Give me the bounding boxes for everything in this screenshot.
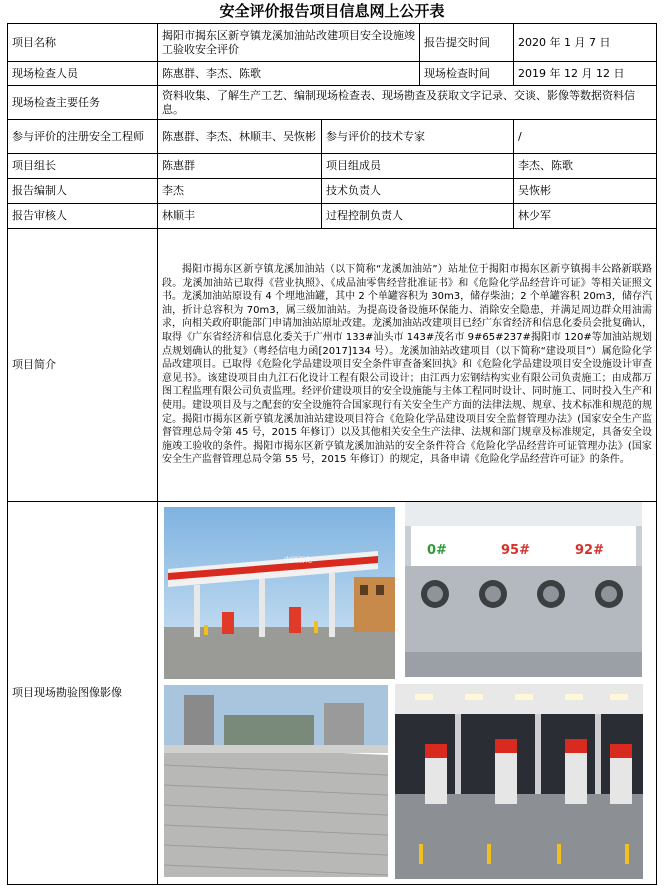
process-lead-value: 林少军 [514, 204, 657, 229]
roof-photo [164, 685, 388, 877]
author-value: 李杰 [158, 179, 322, 204]
author-label: 报告编制人 [8, 179, 158, 204]
pump-label-95: 95# [501, 543, 530, 558]
intro-text: 揭阳市揭东区新亨镇龙溪加油站（以下简称“龙溪加油站”）站址位于揭阳市揭东区新亨镇揭丰公路新联路段。龙溪加油站已取得《营业执照》、《成品油零售经营批准证书》和《危险化学品经营许可证》等相关证照文书。龙溪加油站原设有 4 个埋地油罐，其中 2 个单罐容积为 30m3，储存柴油；2 个单罐容积 20m3，储存汽油，折计总容积为 70m3，属三级加油站。为提高设备设施环保能力、消除安全隐患，并满足周边群众用油需求，向相关政府职能部门申请加油站原址改建。龙溪加油站改建项目已经广东省经济和信息化委员会批复确认，取得《广东省经济和信息化委关于广州市 133#汕头市 143#茂名市 9#65#237#揭阳市 120#等加油站规划点规划确认的批复》（粤经信电力函[2017]134 号）。龙溪加油站改建项目（以下简称“建设项目”）属危险化学品改建项目。已取得《危险化学品建设项目安全条件审查备案回执》和《危险化学品建设项目安全设施设计审查意见书》。该建设项目由九江石化设计工程有限公司设计；由江西力宏钢结构实业有限公司负责施工；由成都万图工程监理有限公司负责监理。经评价建设项目的安全设施能与主体工程同时设计、同时施工、同时投入生产和使用。建设项目及与之配套的安全设施符合国家现行有关安全生产方面的法律法规、规章、技术标准和规范的规定。揭阳市揭东区新亨镇龙溪加油站建设项目符合《危险化学品建设项目安全监督管理办法》(国家安全生产监督管理总局令第 45 号，2015 年修订）以及其他相关安全生产法律、法规和部门规章及标准规定，具备安全设施竣工验收的条件。揭阳市揭东区新亨镇龙溪加油站的安全条件符合《危险化学品经营许可证管理办法》(国家安全生产监督管理总局令第 55 号，2015 年修订）的规定，具备申请《危险化学品经营许可证》的条件。 [158, 229, 657, 502]
table-row [8, 179, 657, 204]
inspectors-label: 现场检查人员 [8, 62, 158, 86]
submit-date-label: 报告提交时间 [420, 24, 514, 62]
engineers-label: 参与评价的注册安全工程师 [8, 120, 158, 154]
table-row [8, 86, 657, 120]
table-row [8, 229, 657, 502]
project-name-label: 项目名称 [8, 24, 158, 62]
photos-cell [158, 502, 657, 885]
tech-lead-value: 吴恢彬 [514, 179, 657, 204]
inspectors-value: 陈惠群、李杰、陈歌 [158, 62, 420, 86]
table-row [8, 204, 657, 229]
tech-lead-label: 技术负责人 [322, 179, 514, 204]
canopy-photo [164, 507, 395, 679]
members-label: 项目组成员 [322, 154, 514, 179]
canopy-sign-text: 中国石化 [284, 556, 312, 564]
engineers-value: 陈惠群、李杰、林顺丰、吴恢彬 [158, 120, 322, 154]
photos-label: 项目现场勘验图像影像 [8, 502, 158, 885]
table-row [8, 120, 657, 154]
night-photo [395, 684, 643, 879]
table-row [8, 154, 657, 179]
table-row [8, 62, 657, 86]
intro-label: 项目简介 [8, 229, 158, 502]
leader-label: 项目组长 [8, 154, 158, 179]
reviewer-label: 报告审核人 [8, 204, 158, 229]
page-title: 安全评价报告项目信息网上公开表 [219, 2, 445, 20]
experts-label: 参与评价的技术专家 [322, 120, 514, 154]
tasks-label: 现场检查主要任务 [8, 86, 158, 120]
pump-label-0: 0# [427, 543, 447, 558]
process-lead-label: 过程控制负责人 [322, 204, 514, 229]
inspect-date-value: 2019 年 12 月 12 日 [514, 62, 657, 86]
submit-date-value: 2020 年 1 月 7 日 [514, 24, 657, 62]
project-name-value: 揭阳市揭东区新亨镇龙溪加油站改建项目安全设施竣工验收安全评价 [158, 24, 420, 62]
inspect-date-label: 现场检查时间 [420, 62, 514, 86]
tasks-value: 资料收集、了解生产工艺、编制现场检查表、现场勘查及获取文字记录、交谈、影像等数据资料信息。 [158, 86, 657, 120]
pump-label-92: 92# [575, 543, 604, 558]
reviewer-value: 林顺丰 [158, 204, 322, 229]
table-row [8, 24, 657, 62]
leader-value: 陈惠群 [158, 154, 322, 179]
experts-value: / [514, 120, 657, 154]
tank-caps-photo [405, 502, 642, 677]
members-value: 李杰、陈歌 [514, 154, 657, 179]
table-row [8, 502, 657, 885]
info-table [7, 23, 657, 885]
